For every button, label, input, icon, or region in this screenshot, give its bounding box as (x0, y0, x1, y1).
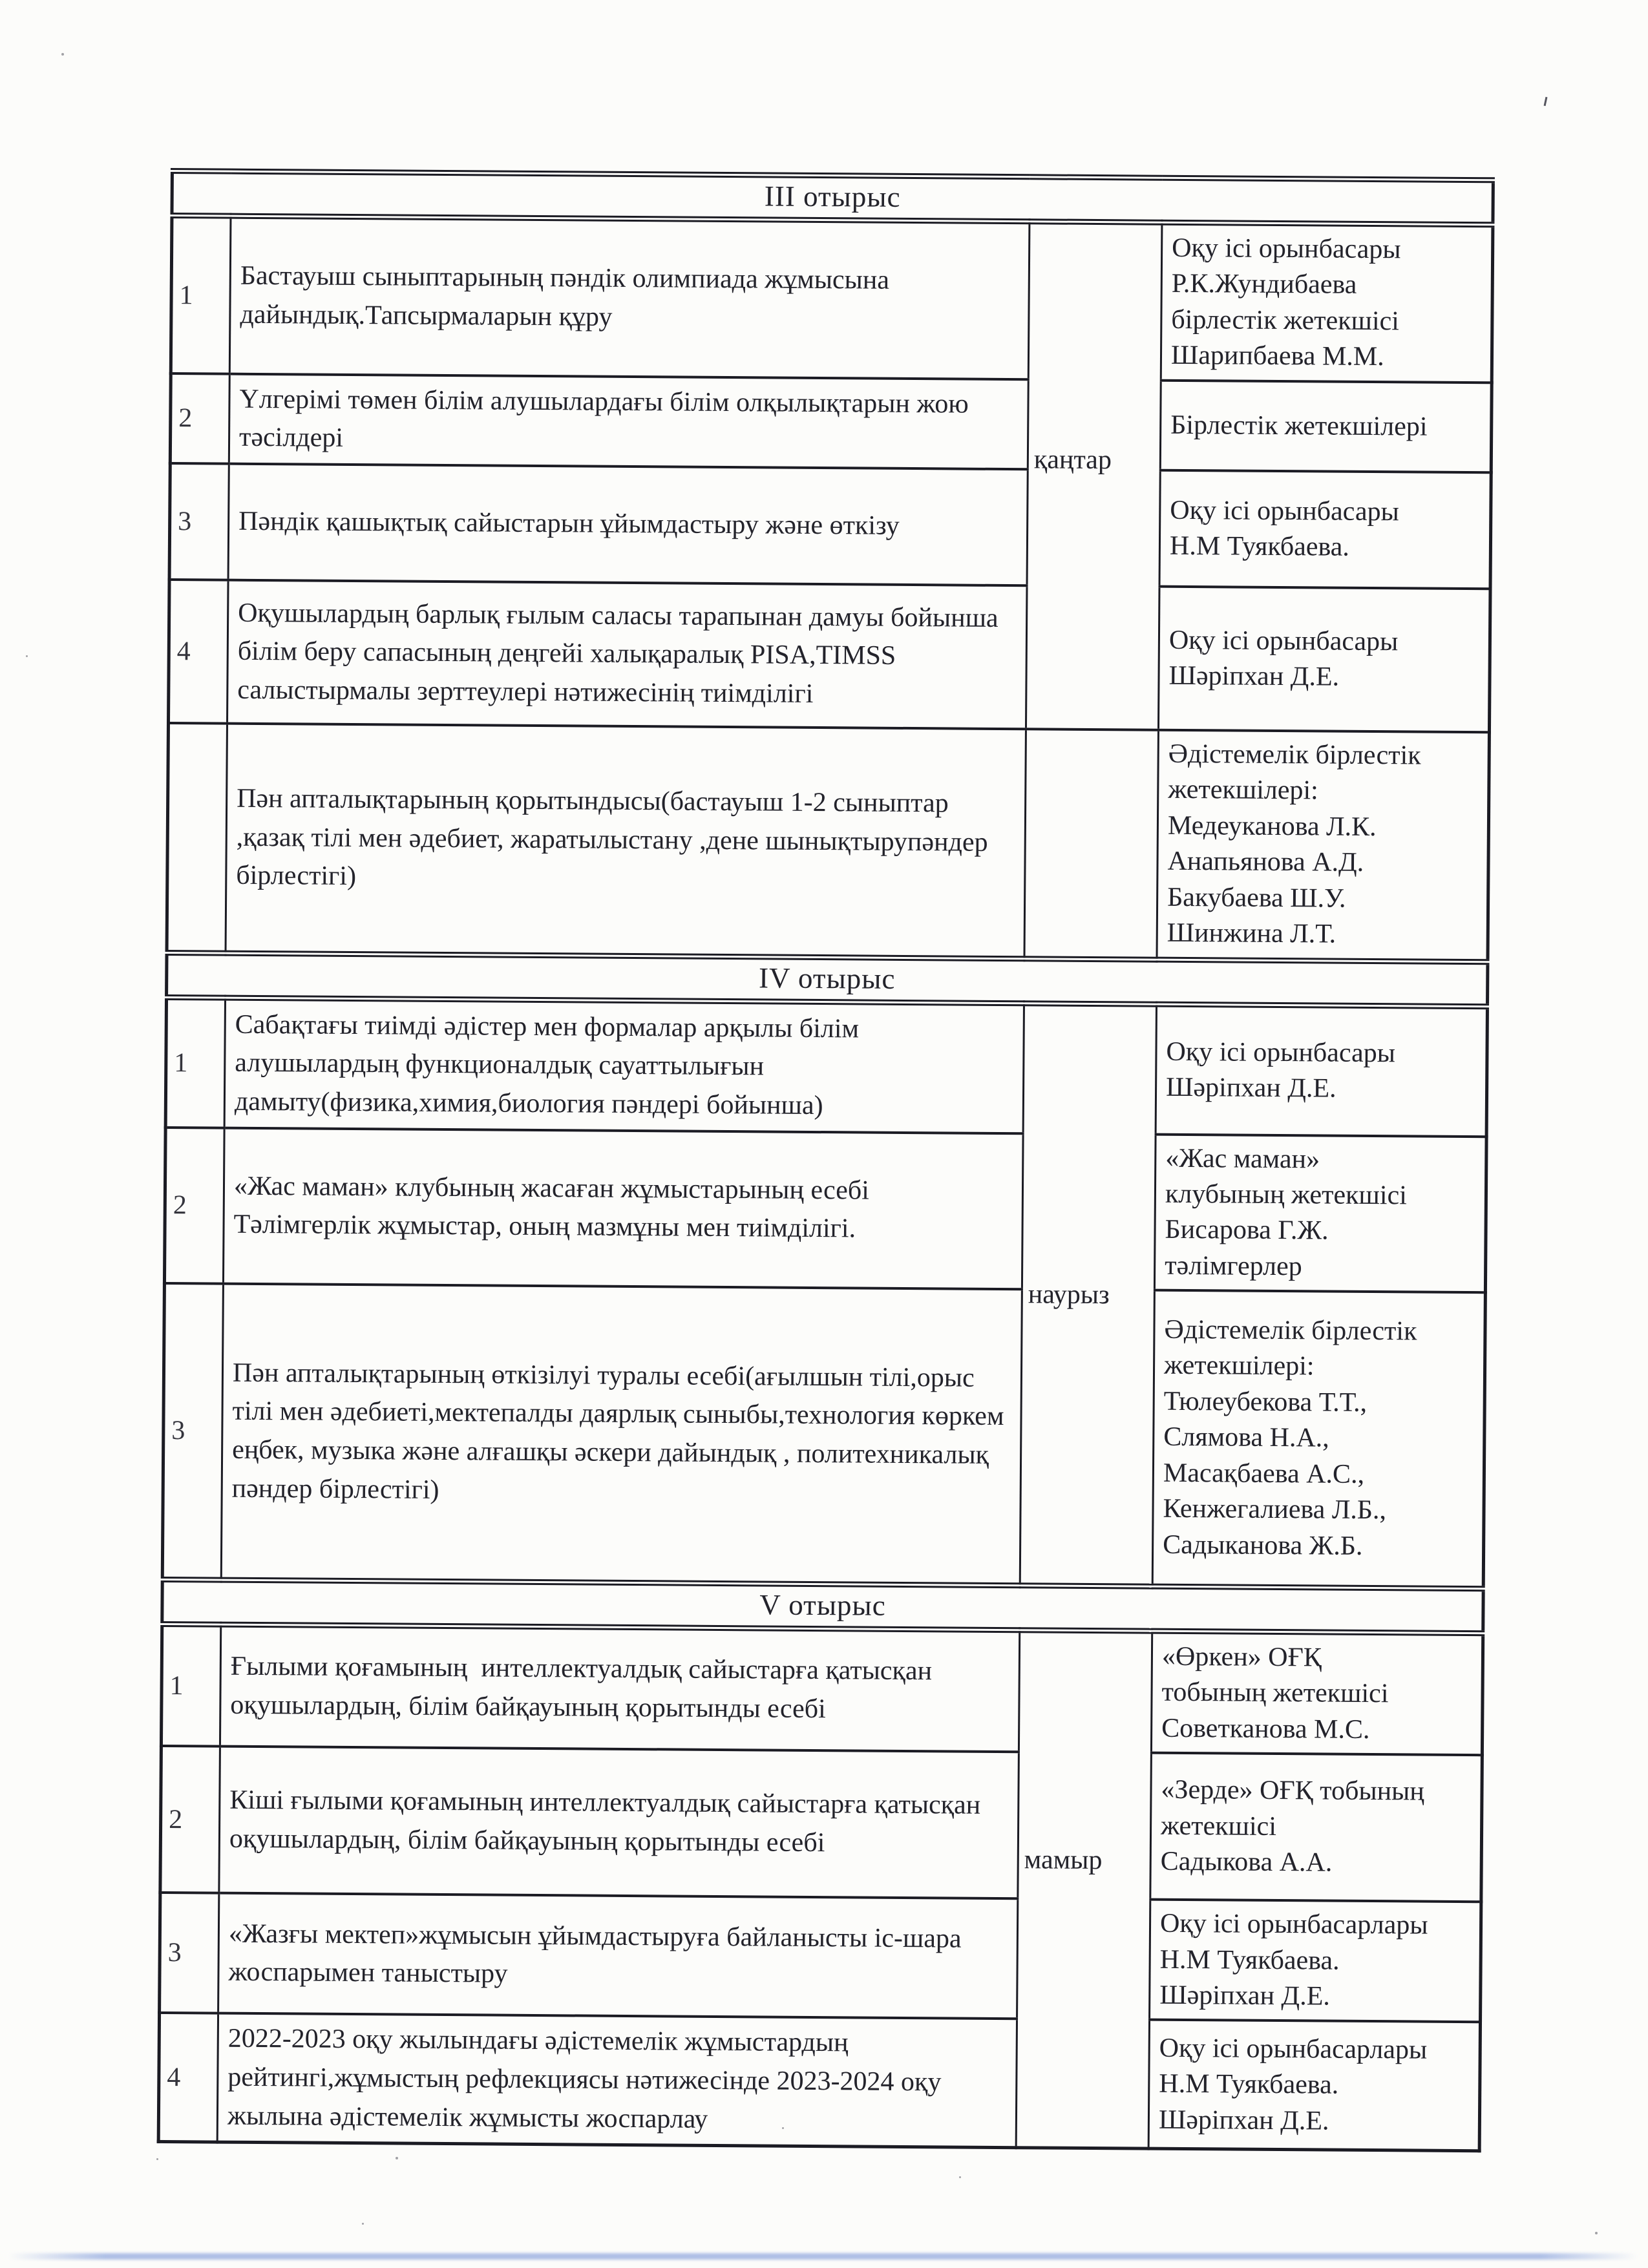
responsible-line: Садыканова Ж.Б. (1163, 1529, 1363, 1561)
task-description: Бастауыш сыныптарының пәндік олимпиада жұмысына дайындық.Тапсырмаларын құру (229, 216, 1030, 379)
plan-row (170, 373, 1492, 473)
responsible-line: Шәріпхан Д.Е. (1165, 1072, 1336, 1104)
responsible-line: Оқу ісі орынбасарлары (1159, 2033, 1428, 2065)
responsible-cell (1151, 1631, 1483, 1755)
responsible-line: Масақбаева А.С., (1163, 1458, 1365, 1489)
responsible-line: «Жас маман» (1165, 1143, 1320, 1174)
scan-speck (61, 53, 64, 56)
month-label: мамыр (1024, 1845, 1103, 1876)
responsible-line: «Зерде» ОҒҚ тобының (1161, 1775, 1424, 1807)
responsible-line: Бірлестік жетекшілері (1170, 410, 1428, 442)
responsible-line: Оқу ісі орынбасары (1172, 233, 1401, 265)
row-number: 3 (169, 463, 229, 580)
month-cell-empty (1024, 729, 1158, 960)
task-description: Сабақтағы тиімді әдістер мен формалар арқылы білім алушылардың функционалдық сауаттылығын дамыту(физика,химия,биология пәндері бойынша) (224, 998, 1024, 1133)
responsible-cell (1160, 380, 1492, 472)
responsible-line: Садыкова А.А. (1160, 1847, 1333, 1878)
plan-row (171, 216, 1493, 383)
responsible-cell (1148, 2020, 1480, 2151)
row-number (167, 723, 227, 953)
responsible-line: Р.К.Жундибаева (1171, 269, 1357, 300)
task-description: Үлгерімі төмен білім алушылардағы білім олқылықтарын жою тәсілдері (229, 373, 1028, 469)
section-title-v: V отырыс (162, 1579, 1483, 1633)
scan-bottom-streak (8, 2253, 1638, 2260)
month-cell-v (1016, 1630, 1152, 2148)
task-description: «Жазғы мектеп»жұмысын ұйымдастыруға байланысты іс-шара жоспарымен таныстыру (218, 1893, 1018, 2019)
task-description: Пән апталықтарының өткізілуі туралы есебі(ағылшын тілі,орыс тілі мен әдебиеті,мектепалды даярлық сыныбы,технология көркем еңбек, музыка және алғашқы әскери дайындық , политехникалық пәндер бірлестігі) (221, 1284, 1022, 1586)
responsible-line: Шарипбаева М.М. (1170, 341, 1384, 372)
responsible-cell (1154, 1134, 1486, 1292)
responsible-line: тәлімгерлер (1165, 1250, 1302, 1282)
responsible-line: Бисарова Г.Ж. (1165, 1215, 1329, 1246)
row-number: 3 (160, 1893, 219, 2013)
responsible-cell (1158, 587, 1490, 733)
scan-speck (782, 2127, 784, 2129)
section-title-iv: IV отырыс (167, 952, 1488, 1006)
responsible-line: Медеуканова Л.К. (1167, 810, 1377, 842)
month-label: қаңтар (1033, 444, 1112, 475)
table-tilt-wrapper (157, 168, 1495, 2152)
row-number: 1 (165, 997, 225, 1128)
scan-speck (362, 2223, 364, 2225)
plan-row (167, 723, 1489, 961)
responsible-line: Тюлеубекова Т.Т., (1163, 1386, 1368, 1418)
responsible-cell (1159, 470, 1491, 589)
plan-row (169, 580, 1491, 732)
plan-row (169, 463, 1491, 589)
task-description: 2022-2023 оқу жылындағы әдістемелік жұмыстардың рейтингі,жұмыстың рефлекциясы нәтижесінде 2023-2024 оқу жылына әдістемелік жұмысты жоспарлау (217, 2013, 1017, 2148)
row-number: 4 (158, 2013, 218, 2142)
responsible-line: Кенжегалиева Л.Б., (1163, 1493, 1387, 1526)
scan-speck (396, 2157, 398, 2159)
row-number: 2 (170, 373, 229, 464)
responsible-line: Оқу ісі орынбасарлары (1159, 1908, 1428, 1940)
row-number: 1 (171, 216, 231, 374)
responsible-line: Н.М Туякбаева. (1159, 2068, 1339, 2100)
row-number: 4 (169, 580, 229, 724)
responsible-line: Шәріпхан Д.Е. (1158, 2105, 1329, 2136)
responsible-line: Әдістемелік бірлестік (1164, 1314, 1417, 1347)
task-description: «Жас маман» клубының жасаған жұмыстарының есебі Тәлімгерлік жұмыстар, оның мазмұны мен тиімділігі. (223, 1128, 1023, 1289)
responsible-cell (1150, 1900, 1481, 2022)
month-cell-iii (1026, 222, 1161, 730)
responsible-line: Оқу ісі орынбасары (1170, 495, 1399, 527)
task-description: Ғылыми қоғамының интеллектуалдық сайыстарға қатысқан оқушылардың, білім байқауының қорытынды есебі (220, 1624, 1019, 1752)
responsible-line: бірлестік жетекшісі (1171, 304, 1400, 337)
responsible-line: жетекшілері: (1163, 1350, 1315, 1381)
row-number: 1 (161, 1624, 220, 1746)
responsible-line: Советканова М.С. (1161, 1713, 1370, 1745)
responsible-line: Шәріпхан Д.Е. (1168, 660, 1340, 692)
plan-row (160, 1746, 1483, 1902)
scan-speck (26, 655, 28, 657)
task-description: Пәндік қашықтық сайыстарын ұйымдастыру және өткізу (228, 464, 1028, 586)
responsible-cell (1156, 1004, 1487, 1137)
responsible-line: Н.М Туякбаева. (1169, 530, 1350, 562)
scan-tick-artifact (1544, 97, 1548, 106)
plan-row (162, 1283, 1485, 1588)
responsible-line: Слямова Н.А., (1163, 1422, 1329, 1453)
responsible-cell (1161, 222, 1493, 383)
plan-row (165, 997, 1487, 1137)
responsible-line: тобының жетекшісі (1161, 1677, 1389, 1709)
responsible-line: «Өркен» ОҒҚ (1161, 1641, 1322, 1673)
methodical-plan-table (157, 168, 1495, 2152)
scan-speck (156, 2158, 158, 2160)
task-description: Оқушылардың барлық ғылым саласы тарапынан дамуы бойынша білім беру сапасының деңгейі халықаралық PISA,TIMSS салыстырмалы зерттеулері нәтижесінің тиімділігі (227, 580, 1028, 730)
plan-row (164, 1127, 1486, 1292)
responsible-line: жетекшісі (1160, 1811, 1277, 1842)
responsible-line: Анапьянова А.Д. (1167, 846, 1364, 878)
task-description: Пән апталықтарының қорытындысы(бастауыш 1-2 сыныптар ,қазақ тілі мен әдебиет, жаратылыстану ,дене шынықтырупәндер бірлестігі) (226, 724, 1026, 959)
responsible-line: клубының жетекшісі (1165, 1179, 1408, 1211)
month-label: наурыз (1028, 1279, 1110, 1310)
responsible-line: Шәріпхан Д.Е. (1159, 1980, 1330, 2011)
responsible-cell (1150, 1753, 1483, 1902)
responsible-cell (1152, 1290, 1485, 1589)
scan-speck (1595, 2232, 1598, 2234)
responsible-line: Бакубаева Ш.У. (1167, 882, 1346, 914)
row-number: 2 (160, 1746, 220, 1893)
plan-row (160, 1893, 1481, 2022)
task-description: Кіші ғылыми қоғамының интеллектуалдық сайыстарға қатысқан оқушылардың, білім байқауының қорытынды есебі (219, 1747, 1019, 1899)
responsible-line: Оқу ісі орынбасары (1168, 625, 1399, 656)
responsible-line: Н.М Туякбаева. (1159, 1944, 1340, 1976)
plan-row (161, 1624, 1483, 1755)
scan-speck (959, 2176, 961, 2178)
responsible-line: жетекшілері: (1168, 775, 1318, 806)
responsible-line: Әдістемелік бірлестік (1168, 739, 1421, 771)
responsible-line: Шинжина Л.Т. (1167, 918, 1336, 949)
month-cell-iv (1020, 1003, 1156, 1586)
row-number: 3 (162, 1283, 223, 1580)
responsible-cell (1157, 730, 1490, 962)
responsible-line: Оқу ісі орынбасары (1166, 1036, 1396, 1068)
row-number: 2 (164, 1127, 224, 1283)
plan-row (158, 2013, 1480, 2151)
section-title-iii: III отырыс (172, 171, 1493, 225)
